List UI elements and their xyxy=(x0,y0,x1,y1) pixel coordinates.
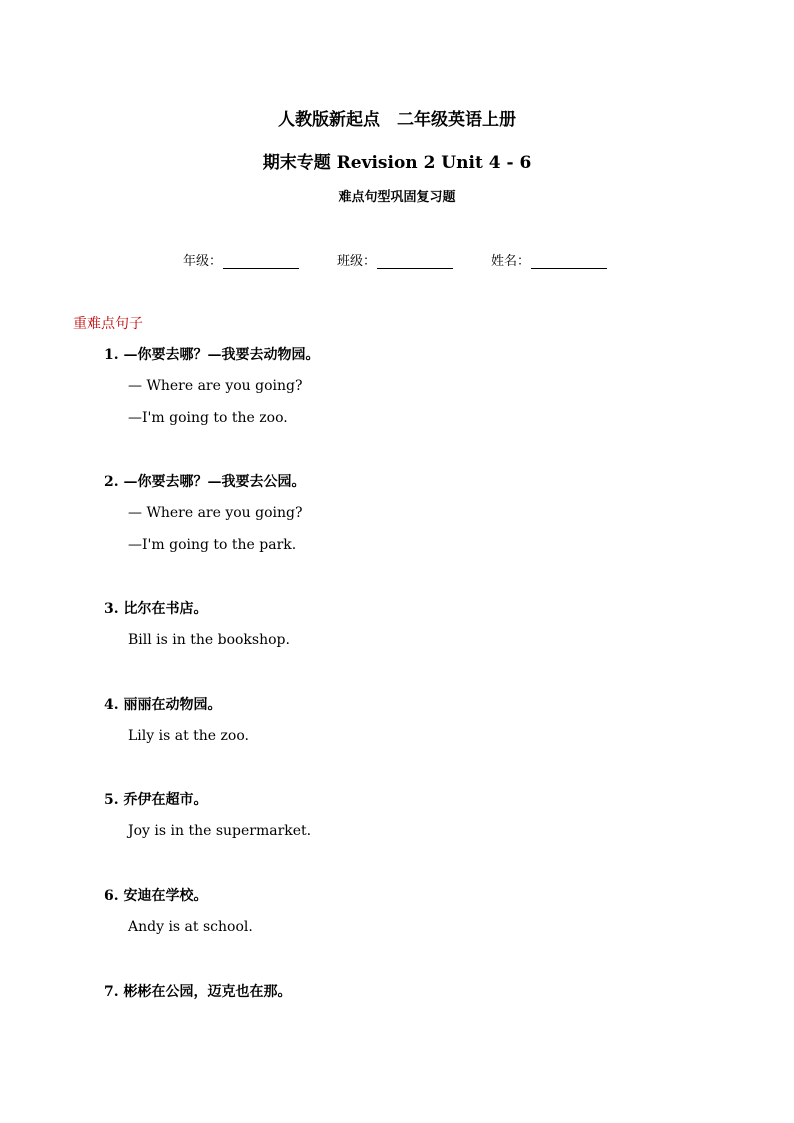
chinese-sentence: 1. —你要去哪？—我要去动物园。 xyxy=(104,347,320,363)
english-sentence-question: — Where are you going? xyxy=(128,505,303,521)
grade-field xyxy=(183,250,299,269)
chinese-sentence: 7. 彬彬在公园，迈克也在那。 xyxy=(104,984,292,1000)
worksheet-subtitle: 期末专题 Revision 2 Unit 4 - 6 xyxy=(262,153,532,173)
worksheet-title: 人教版新起点 二年级英语上册 xyxy=(278,110,516,130)
chinese-sentence: 2. —你要去哪？—我要去公园。 xyxy=(104,474,306,490)
chinese-sentence: 4. 丽丽在动物园。 xyxy=(104,697,222,713)
class-label: 班级： xyxy=(337,254,377,269)
english-sentence-question: — Where are you going? xyxy=(128,378,303,394)
name-field xyxy=(491,250,607,269)
worksheet-topic: 难点句型巩固复习题 xyxy=(338,190,456,205)
english-sentence-answer: —I'm going to the zoo. xyxy=(128,410,288,426)
english-sentence: Andy is at school. xyxy=(128,919,253,935)
english-sentence: Lily is at the zoo. xyxy=(128,728,249,744)
english-sentence-answer: —I'm going to the park. xyxy=(128,537,297,553)
chinese-sentence: 5. 乔伊在超市。 xyxy=(104,792,208,808)
grade-label: 年级： xyxy=(183,254,223,269)
class-blank[interactable] xyxy=(377,253,453,269)
section-heading: 重难点句子 xyxy=(73,316,143,332)
chinese-sentence: 6. 安迪在学校。 xyxy=(104,888,208,904)
name-blank[interactable] xyxy=(531,253,607,269)
grade-blank[interactable] xyxy=(223,253,299,269)
chinese-sentence: 3. 比尔在书店。 xyxy=(104,601,208,617)
english-sentence: Bill is in the bookshop. xyxy=(128,632,290,648)
english-sentence: Joy is in the supermarket. xyxy=(128,823,312,839)
name-label: 姓名： xyxy=(491,254,531,269)
class-field xyxy=(337,250,453,269)
